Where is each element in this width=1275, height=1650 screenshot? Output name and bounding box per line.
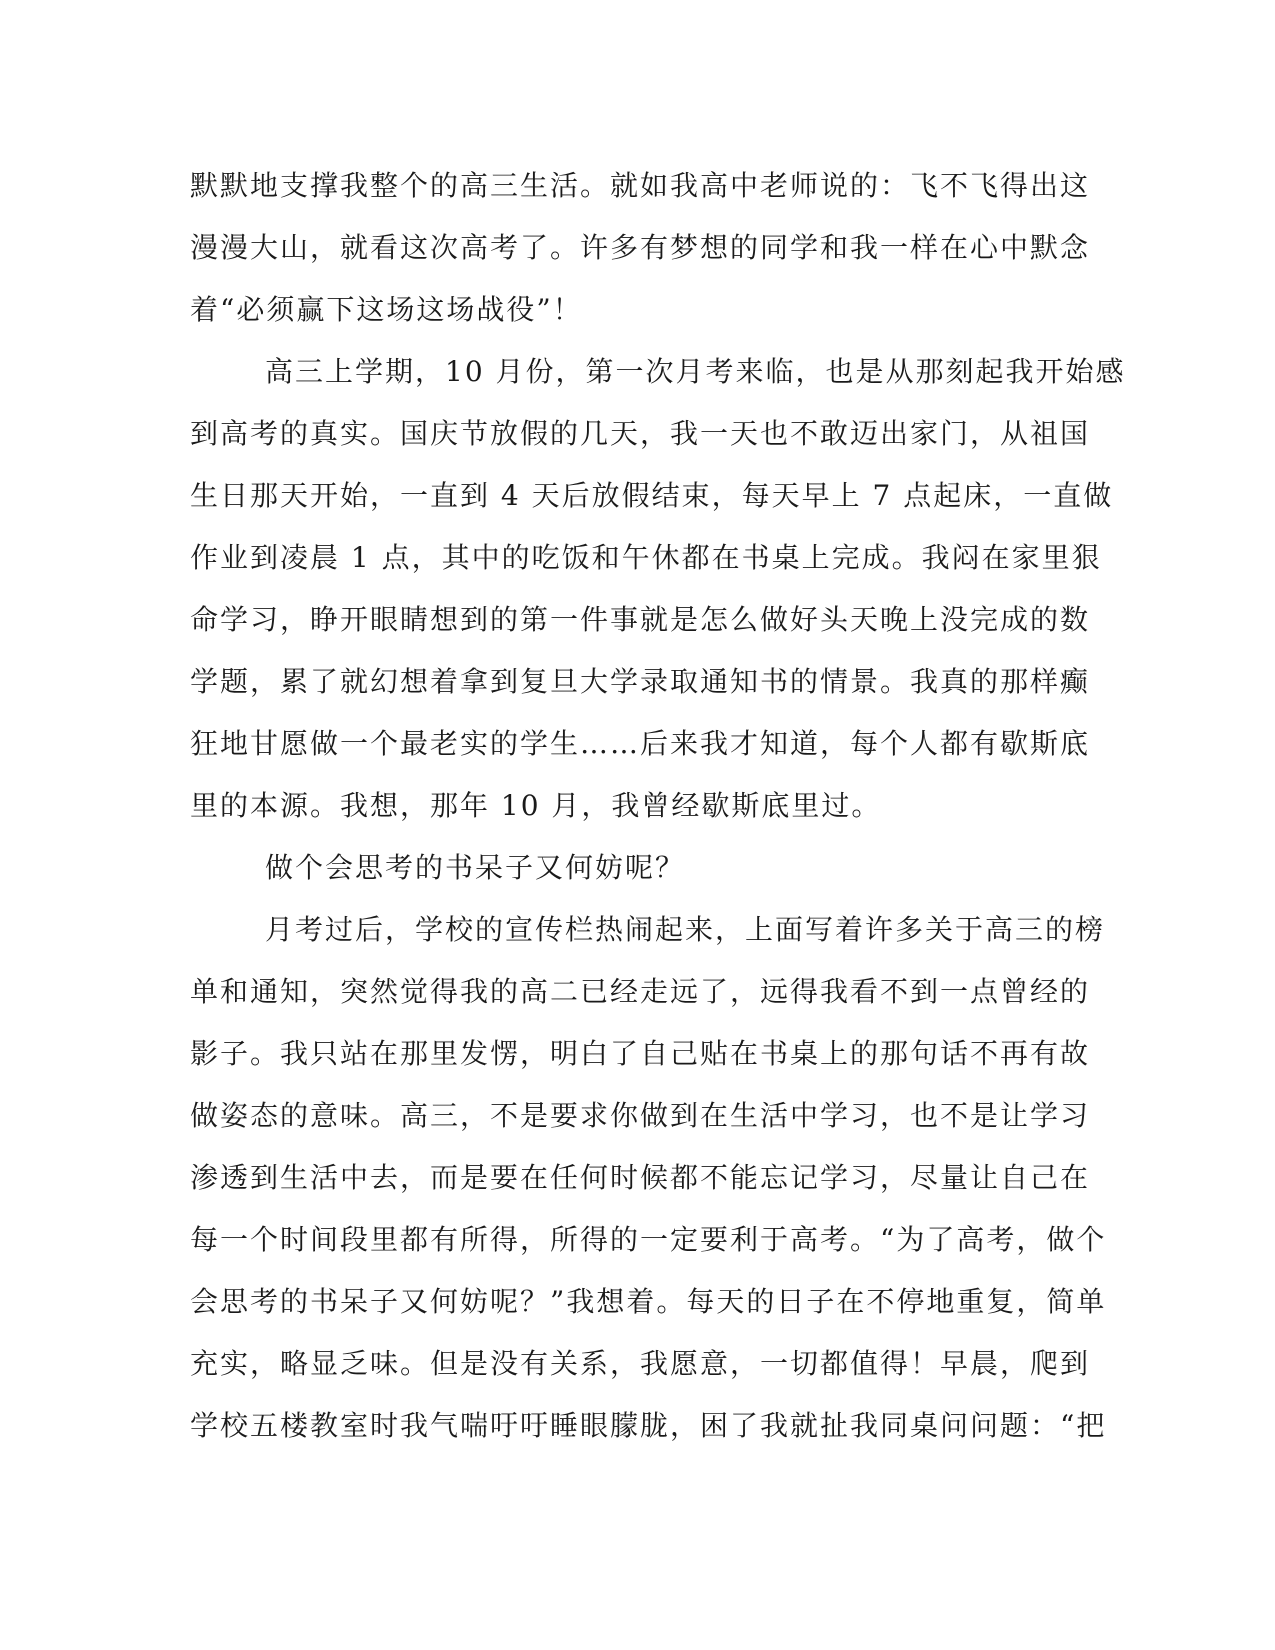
text-line: 到高考的真实。国庆节放假的几天，我一天也不敢迈出家门，从祖国 <box>190 417 1091 450</box>
text-line: 渗透到生活中去，而是要在任何时候都不能忘记学习，尽量让自己在 <box>190 1161 1091 1194</box>
text-line: 着“必须赢下这场这场战役”！ <box>190 293 583 326</box>
text-line: 会思考的书呆子又何妨呢？”我想着。每天的日子在不停地重复，简单 <box>190 1285 1107 1318</box>
text-line: 做姿态的意味。高三，不是要求你做到在生活中学习，也不是让学习 <box>190 1099 1091 1132</box>
section-heading: 做个会思考的书呆子又何妨呢？ <box>265 851 686 884</box>
text-line: 默默地支撑我整个的高三生活。就如我高中老师说的：飞不飞得出这 <box>190 169 1091 202</box>
text-line: 单和通知，突然觉得我的高二已经走远了，远得我看不到一点曾经的 <box>190 975 1091 1008</box>
text-line: 生日那天开始，一直到 4 天后放假结束，每天早上 7 点起床，一直做 <box>190 479 1114 512</box>
text-line: 漫漫大山，就看这次高考了。许多有梦想的同学和我一样在心中默念 <box>190 231 1091 264</box>
paragraph-start-line: 高三上学期，10 月份，第一次月考来临，也是从那刻起我开始感 <box>265 355 1126 388</box>
text-line: 影子。我只站在那里发愣，明白了自己贴在书桌上的那句话不再有故 <box>190 1037 1091 1070</box>
text-line: 里的本源。我想，那年 10 月，我曾经歇斯底里过。 <box>190 789 882 822</box>
text-line: 学题，累了就幻想着拿到复旦大学录取通知书的情景。我真的那样癫 <box>190 665 1091 698</box>
text-line: 狂地甘愿做一个最老实的学生……后来我才知道，每个人都有歇斯底 <box>190 727 1091 760</box>
text-line: 学校五楼教室时我气喘吁吁睡眼朦胧，困了我就扯我同桌问问题：“把 <box>190 1409 1107 1442</box>
text-line: 作业到凌晨 1 点，其中的吃饭和午休都在书桌上完成。我闷在家里狠 <box>190 541 1102 574</box>
text-line: 每一个时间段里都有所得，所得的一定要利于高考。“为了高考，做个 <box>190 1223 1107 1256</box>
paragraph-start-line: 月考过后，学校的宣传栏热闹起来，上面写着许多关于高三的榜 <box>265 913 1106 946</box>
document-body <box>190 155 1126 1457</box>
text-line: 命学习，睁开眼睛想到的第一件事就是怎么做好头天晚上没完成的数 <box>190 603 1091 636</box>
text-line: 充实，略显乏味。但是没有关系，我愿意，一切都值得！早晨，爬到 <box>190 1347 1091 1380</box>
